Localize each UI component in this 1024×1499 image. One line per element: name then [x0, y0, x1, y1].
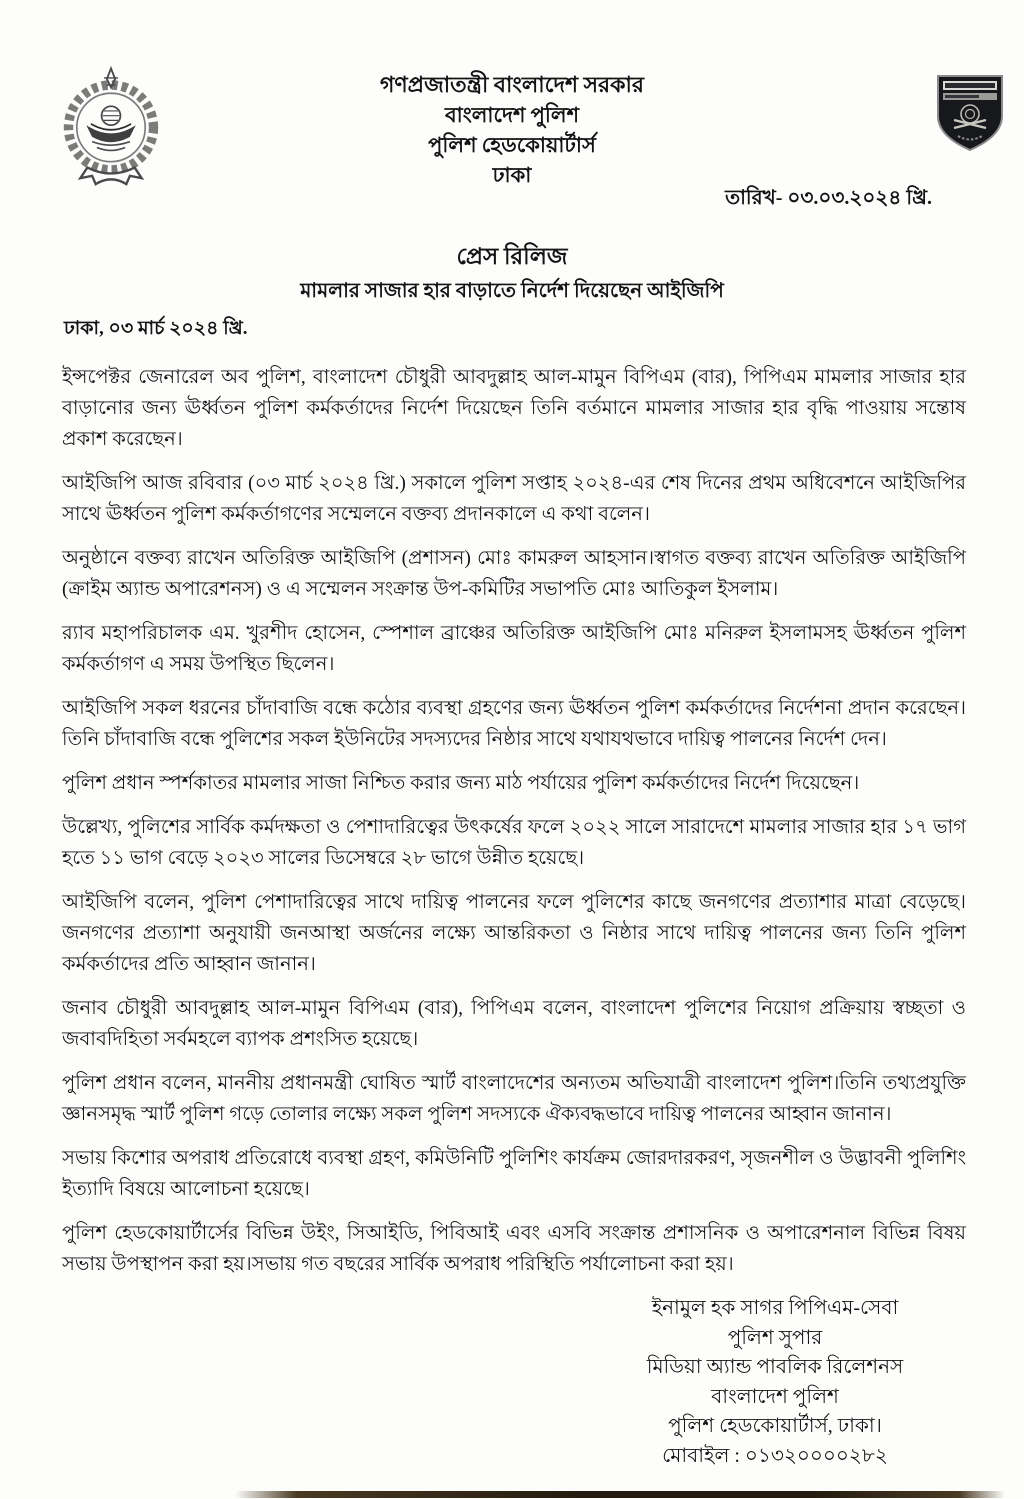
body-paragraph: র‍্যাব মহাপরিচালক এম. খুরশীদ হোসেন, স্পেশাল ব্রাঞ্চের অতিরিক্ত আইজিপি মোঃ মনিরুল ইসলামসহ ঊর্ধ্বতন পুলিশ কর্মকর্তাগণ এ সময় উপস্থিত ছিলেন।	[62, 623, 966, 675]
signatory-organization: বাংলাদেশ পুলিশ	[711, 1385, 839, 1408]
police-shield-badge-icon	[934, 72, 1006, 154]
signatory-name: ইনামুল হক সাগর পিপিএম-সেবা	[651, 1297, 899, 1319]
scan-artifact-bar	[235, 1491, 1005, 1498]
signatory-mobile: মোবাইল : ০১৩২০০০০২৮২	[662, 1444, 888, 1467]
body-paragraph: আইজিপি বলেন, পুলিশ পেশাদারিত্বের সাথে দায়িত্ব পালনের ফলে পুলিশের কাছে জনগণের প্রত্যাশার মাত্রা বেড়েছে।জনগণের প্রত্যাশা অনুযায়ী জনআস্থা অর্জনের লক্ষ্যে আন্তরিকতা ও নিষ্ঠার সাথে দায়িত্ব পালনের জন্য তিনি পুলিশ কর্মকর্তাদের প্রতি আহ্বান জানান।	[62, 892, 966, 975]
body-paragraph: সভায় কিশোর অপরাধ প্রতিরোধে ব্যবস্থা গ্রহণ, কমিউনিটি পুলিশিং কার্যক্রম জোরদারকরণ, সৃজনশীল ও উদ্ভাবনী পুলিশিং ইত্যাদি বিষয়ে আলোচনা হয়েছে।	[62, 1148, 966, 1200]
letterhead-government-line: গণপ্রজাতন্ত্রী বাংলাদেশ সরকার	[379, 72, 645, 97]
signature-block	[540, 1294, 1010, 1471]
letterhead	[0, 70, 1024, 190]
press-release-subtitle: মামলার সাজার হার বাড়াতে নির্দেশ দিয়েছেন আইজিপি	[300, 280, 724, 302]
body-text	[62, 362, 966, 1293]
body-paragraph: অনুষ্ঠানে বক্তব্য রাখেন অতিরিক্ত আইজিপি (প্রশাসন) মোঃ কামরুল আহসান।স্বাগত বক্তব্য রাখেন অতিরিক্ত আইজিপি (ক্রাইম অ্যান্ড অপারেশনস) ও এ সম্মেলন সংক্রান্ত উপ-কমিটির সভাপতি মোঃ আতিকুল ইসলাম।	[62, 548, 966, 600]
letterhead-office-line: পুলিশ হেডকোয়ার্টার্স	[428, 133, 596, 157]
signatory-rank: পুলিশ সুপার	[727, 1326, 823, 1349]
signatory-department: মিডিয়া অ্যান্ড পাবলিক রিলেশনস	[646, 1356, 904, 1378]
body-paragraph: ইন্সপেক্টর জেনারেল অব পুলিশ, বাংলাদেশ চৌধুরী আবদুল্লাহ আল-মামুন বিপিএম (বার), পিপিএম মামলার সাজার হার বাড়ানোর জন্য ঊর্ধ্বতন পুলিশ কর্মকর্তাদের নির্দেশ দিয়েছেন তিনি বর্তমানে মামলার সাজার হার বৃদ্ধি পাওয়ায় সন্তোষ প্রকাশ করেছেন।	[62, 367, 966, 450]
signatory-office: পুলিশ হেডকোয়ার্টার্স, ঢাকা।	[668, 1415, 882, 1437]
body-paragraph: জনাব চৌধুরী আবদুল্লাহ আল-মামুন বিপিএম (বার), পিপিএম বলেন, বাংলাদেশ পুলিশের নিয়োগ প্রক্রিয়ায় স্বচ্ছতা ও জবাবদিহিতা সর্বমহলে ব্যাপক প্রশংসিত হয়েছে।	[62, 998, 966, 1050]
body-paragraph: পুলিশ প্রধান স্পর্শকাতর মামলার সাজা নিশ্চিত করার জন্য মাঠ পর্যায়ের পুলিশ কর্মকর্তাদের নির্দেশ দিয়েছেন।	[62, 773, 860, 794]
body-paragraph: উল্লেখ্য, পুলিশের সার্বিক কর্মদক্ষতা ও পেশাদারিত্বের উৎকর্ষের ফলে ২০২২ সালে সারাদেশে মামলার সাজার হার ১৭ ভাগ হতে ১১ ভাগ বেড়ে ২০২৩ সালের ডিসেম্বরে ২৮ ভাগে উন্নীত হয়েছে।	[62, 817, 966, 869]
body-paragraph: আইজিপি সকল ধরনের চাঁদাবাজি বন্ধে কঠোর ব্যবস্থা গ্রহণের জন্য ঊর্ধ্বতন পুলিশ কর্মকর্তাদের নির্দেশনা প্রদান করেছেন।তিনি চাঁদাবাজি বন্ধে পুলিশের সকল ইউনিটের সদস্যদের নিষ্ঠার সাথে যথাযথভাবে দায়িত্ব পালনের নির্দেশ দেন।	[62, 698, 966, 750]
body-paragraph: আইজিপি আজ রবিবার (০৩ মার্চ ২০২৪ খ্রি.) সকালে পুলিশ সপ্তাহ ২০২৪-এর শেষ দিনের প্রথম অধিবেশনে আইজিপির সাথে ঊর্ধ্বতন পুলিশ কর্মকর্তাগণের সম্মেলনে বক্তব্য প্রদানকালে এ কথা বলেন।	[62, 473, 966, 525]
letterhead-org-line: বাংলাদেশ পুলিশ	[444, 103, 580, 127]
document-date: তারিখ- ০৩.০৩.২০২৪ খ্রি.	[725, 187, 932, 209]
body-paragraph: পুলিশ প্রধান বলেন, মাননীয় প্রধানমন্ত্রী ঘোষিত স্মার্ট বাংলাদেশের অন্যতম অভিযাত্রী বাংলাদেশ পুলিশ।তিনি তথ্যপ্রযুক্তি জ্ঞানসমৃদ্ধ স্মার্ট পুলিশ গড়ে তোলার লক্ষ্যে সকল পুলিশ সদস্যকে ঐক্যবদ্ধভাবে দায়িত্ব পালনের আহ্বান জানান।	[62, 1073, 966, 1125]
dateline: ঢাকা, ০৩ মার্চ ২০২৪ খ্রি.	[64, 318, 248, 339]
press-release-title: প্রেস রিলিজ	[456, 244, 568, 269]
body-paragraph: পুলিশ হেডকোয়ার্টার্সের বিভিন্ন উইং, সিআইডি, পিবিআই এবং এসবি সংক্রান্ত প্রশাসনিক ও অপারেশনাল বিভিন্ন বিষয় সভায় উপস্থাপন করা হয়।সভায় গত বছরের সার্বিক অপরাধ পরিস্থিতি পর্যালোচনা করা হয়।	[62, 1223, 966, 1275]
letterhead-city-line: ঢাকা	[492, 163, 532, 187]
